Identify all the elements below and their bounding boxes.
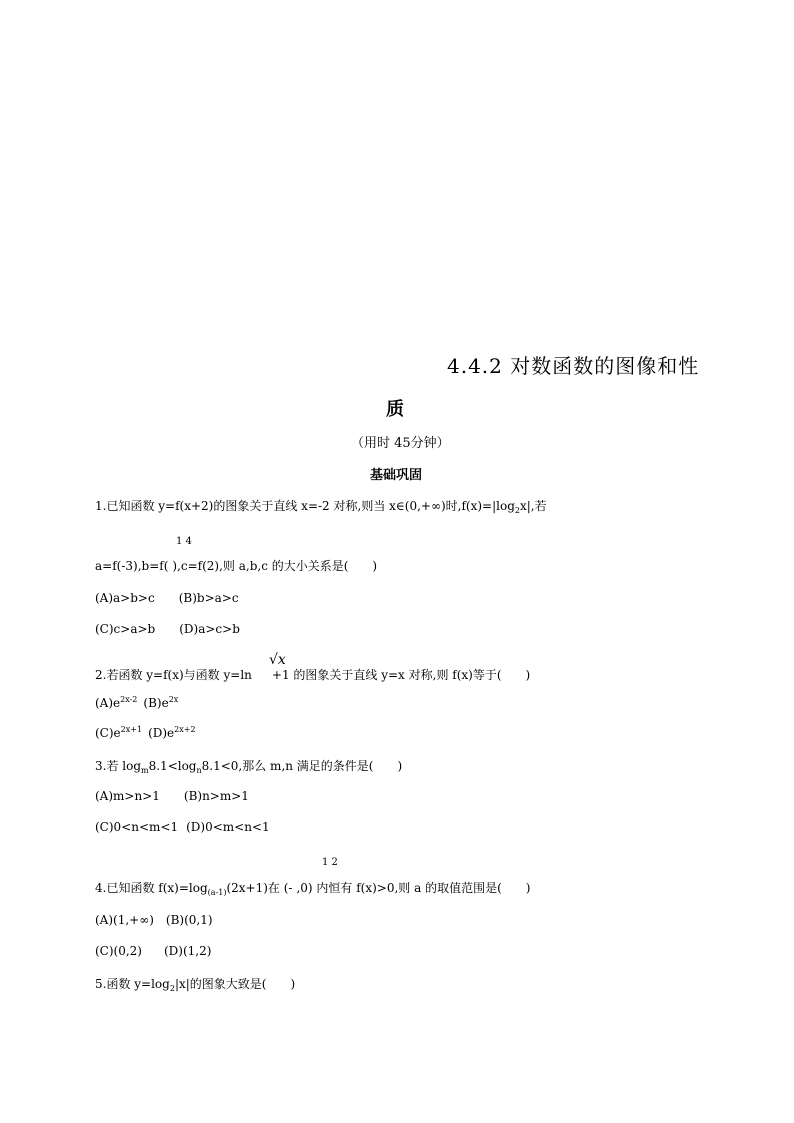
option-c: (C)(0,2) — [95, 944, 142, 958]
option-c: $(C)e^{2x+1}$ — [95, 725, 143, 740]
option-b: (B)b>a>c — [178, 591, 239, 605]
option-a: (A)(1,+∞) — [95, 913, 154, 927]
option-a: $(A)e^{2x-2}$ — [95, 695, 138, 710]
sqrt-x-symbol: √x — [269, 652, 286, 668]
option-d: (D)(1,2) — [164, 944, 212, 958]
question-4-options-row1 — [95, 913, 213, 927]
section-heading: 基础巩固 — [370, 468, 423, 483]
option-d: $(D)e^{2x+2}$ — [148, 725, 196, 740]
option-b: (B)n>m>1 — [183, 789, 249, 803]
question-2-options-row1 — [95, 695, 178, 710]
option-b: $(B)e^{2x}$ — [143, 695, 179, 710]
question-1-options-row2 — [95, 622, 240, 636]
option-a: (A)a>b>c — [95, 591, 155, 605]
question-4-text: 4.已知函数 $f(x)=\log_{(a-1)}(2x+1)$在 (- ,0) 内恒有 f(x)>0,则 a 的取值范围是( ) — [95, 881, 531, 897]
question-1-line1: 1.已知函数 y=f(x+2)的图象关于直线 x=-2 对称,则当 x∈(0,+∞)时$,f(x)=|\log_2x|$,若 — [95, 499, 547, 515]
option-c: (C)0<n<m<1 — [95, 820, 179, 834]
option-b: (B)(0,1) — [165, 913, 213, 927]
question-3-options-row2 — [95, 820, 270, 834]
question-1-line2: a=f(-3),b=f( ),c=f(2),则 a,b,c 的大小关系是( ) — [95, 559, 378, 573]
option-c: (C)c>a>b — [95, 622, 156, 636]
option-d: (D)0<m<n<1 — [186, 820, 270, 834]
question-1-fraction: 1 4 — [176, 536, 192, 547]
page-title-line1: 4.4.2 对数函数的图像和性 — [447, 354, 700, 378]
question-1-options-row1 — [95, 591, 239, 605]
question-3-text: 3.若 $\log_m8.1<\log_n8.1<0$,那么 m,n 满足的条件是( ) — [95, 759, 403, 775]
time-note: （用时 45分钟） — [351, 436, 450, 451]
question-2-options-row2 — [95, 725, 196, 740]
question-4-options-row2 — [95, 944, 211, 958]
option-a: (A)m>n>1 — [95, 789, 160, 803]
question-2-text: 2.若函数 y=f(x)与函数 y=ln +1 的图象关于直线 y=x 对称,则 f(x)等于( ) — [95, 668, 531, 682]
page-title-line2: 质 — [386, 399, 404, 420]
question-5-text: 5.函数 $y=\log_2|x|$的图象大致是( ) — [95, 977, 296, 993]
question-4-fraction: 1 2 — [322, 857, 338, 868]
option-d: (D)a>c>b — [179, 622, 240, 636]
question-3-options-row1 — [95, 789, 249, 803]
